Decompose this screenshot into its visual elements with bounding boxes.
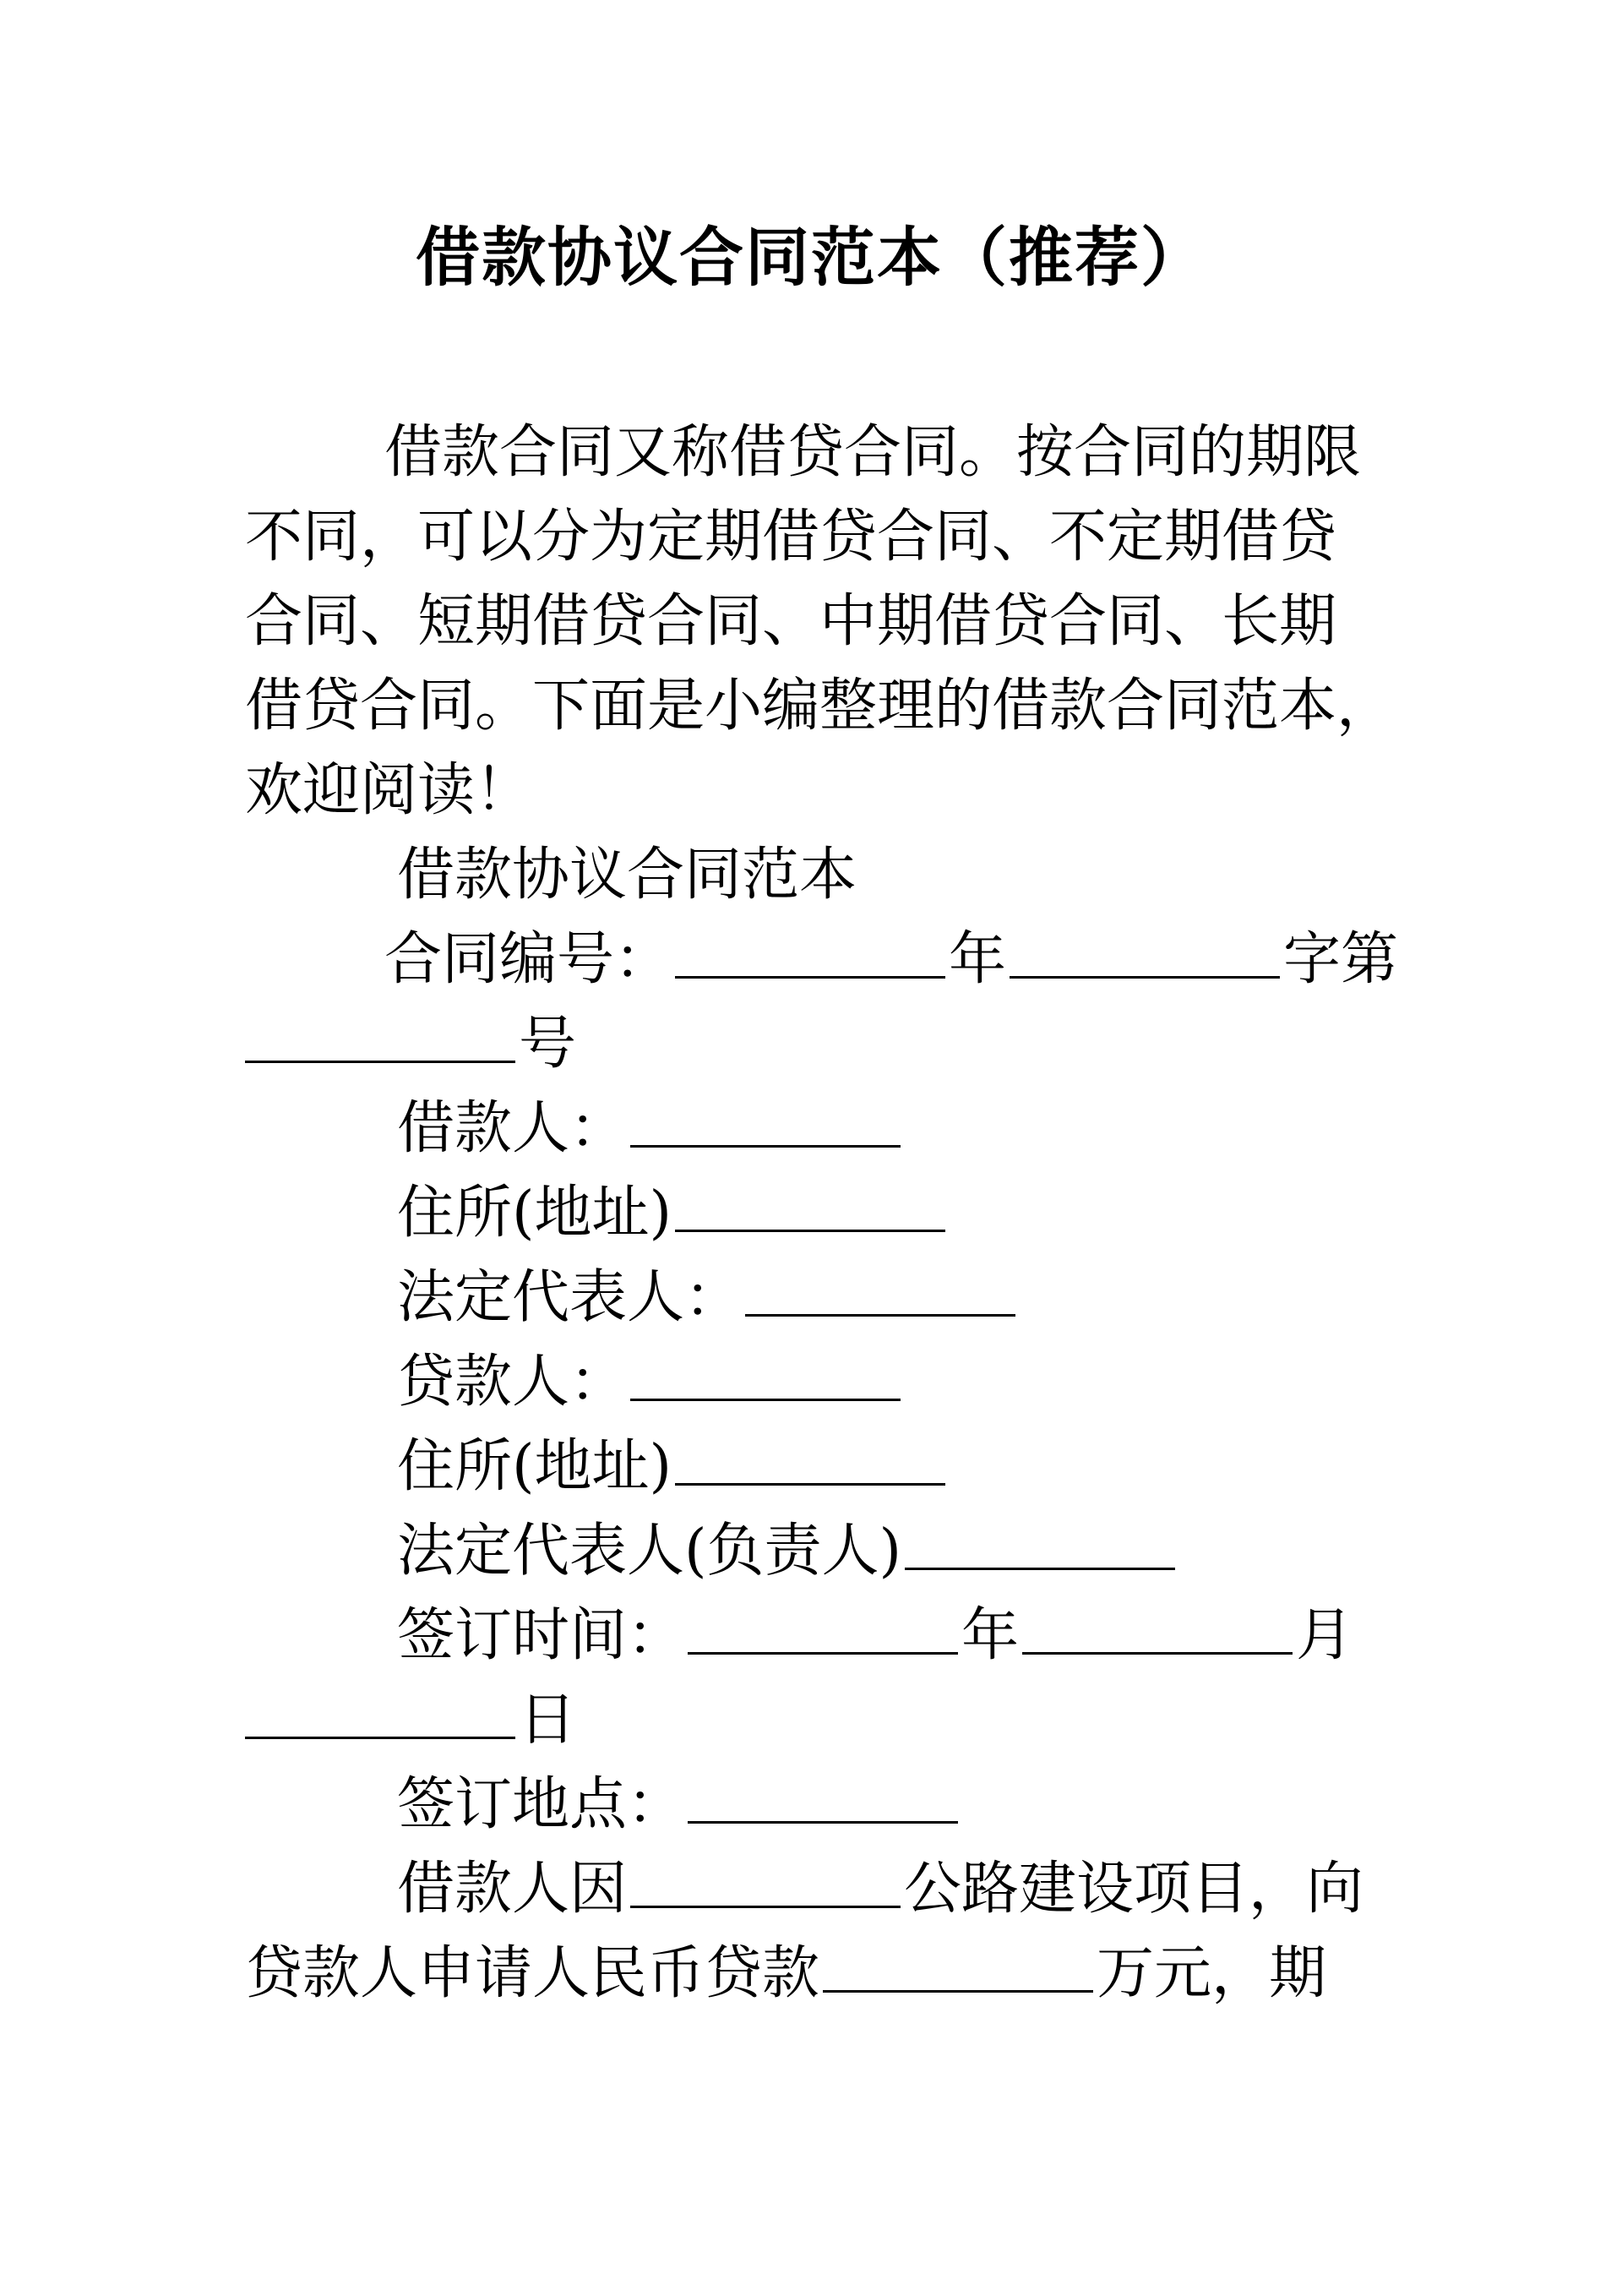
intro-line-3: 合同、短期借贷合同、中期借贷合同、长期 [245, 588, 1337, 655]
sign-place-label: 签订地点： [397, 1771, 685, 1838]
sign-time-row [397, 1594, 1353, 1678]
lender-rep-blank [905, 1519, 1175, 1570]
contract-subtitle: 借款协议合同范本 [397, 842, 857, 908]
clause-part-4: 万元，期 [1097, 1940, 1327, 2007]
intro-line-2: 不同，可以分为定期借贷合同、不定期借贷 [245, 504, 1337, 570]
clause-row-2 [245, 1932, 1326, 2016]
contract-number-label: 合同编号： [384, 926, 672, 993]
sign-time-year-blank [688, 1603, 958, 1655]
contract-number-zi-blank [1010, 927, 1280, 979]
contract-number-hao-label: 号 [519, 1011, 577, 1077]
sign-time-day-blank [245, 1688, 515, 1739]
clause-row-1 [397, 1847, 1363, 1932]
lender-blank [630, 1350, 901, 1401]
lender-address-blank [675, 1434, 945, 1486]
sign-time-month-label: 月 [1296, 1602, 1354, 1669]
sign-time-month-blank [1022, 1603, 1293, 1655]
sign-time-year-label: 年 [961, 1602, 1020, 1669]
borrower-row [397, 1087, 904, 1171]
borrower-label: 借款人： [397, 1095, 628, 1162]
sign-place-blank [688, 1772, 958, 1824]
document-title: 借款协议合同范本（推荐） [416, 220, 1206, 295]
contract-number-row-2 [245, 1002, 576, 1087]
contract-number-row [384, 918, 1398, 1002]
contract-number-year-blank [675, 927, 945, 979]
clause-part-2: 公路建设项目，向 [904, 1856, 1364, 1922]
borrower-blank [630, 1096, 901, 1148]
borrower-address-row [397, 1171, 949, 1256]
clause-project-blank [630, 1857, 901, 1908]
clause-part-3: 贷款人申请人民币贷款 [245, 1940, 820, 2007]
sign-time-label: 签订时间： [397, 1602, 685, 1669]
contract-number-no-blank [245, 1012, 515, 1063]
contract-number-year-label: 年 [949, 926, 1007, 993]
lender-rep-row [397, 1509, 1178, 1594]
borrower-address-blank [675, 1181, 945, 1232]
borrower-rep-label: 法定代表人： [397, 1264, 743, 1331]
contract-number-zidi-label: 字第 [1283, 926, 1399, 993]
lender-rep-label: 法定代表人(负责人) [397, 1518, 902, 1584]
intro-line-5: 欢迎阅读！ [245, 757, 533, 824]
borrower-rep-blank [745, 1265, 1015, 1317]
intro-line-4: 借贷合同。下面是小编整理的借款合同范本， [245, 673, 1395, 739]
sign-time-row-2 [245, 1678, 576, 1763]
clause-amount-blank [823, 1941, 1093, 1993]
sign-place-row [397, 1763, 961, 1847]
intro-line-1: 借款合同又称借贷合同。按合同的期限 [384, 419, 1362, 486]
borrower-rep-row [397, 1256, 1019, 1340]
lender-row [397, 1340, 904, 1425]
sign-time-day-label: 日 [519, 1687, 577, 1753]
clause-part-1: 借款人因 [397, 1856, 628, 1922]
lender-address-label: 住所(地址) [397, 1433, 672, 1500]
lender-label: 贷款人： [397, 1349, 628, 1415]
borrower-address-label: 住所(地址) [397, 1180, 672, 1246]
lender-address-row [397, 1425, 949, 1509]
